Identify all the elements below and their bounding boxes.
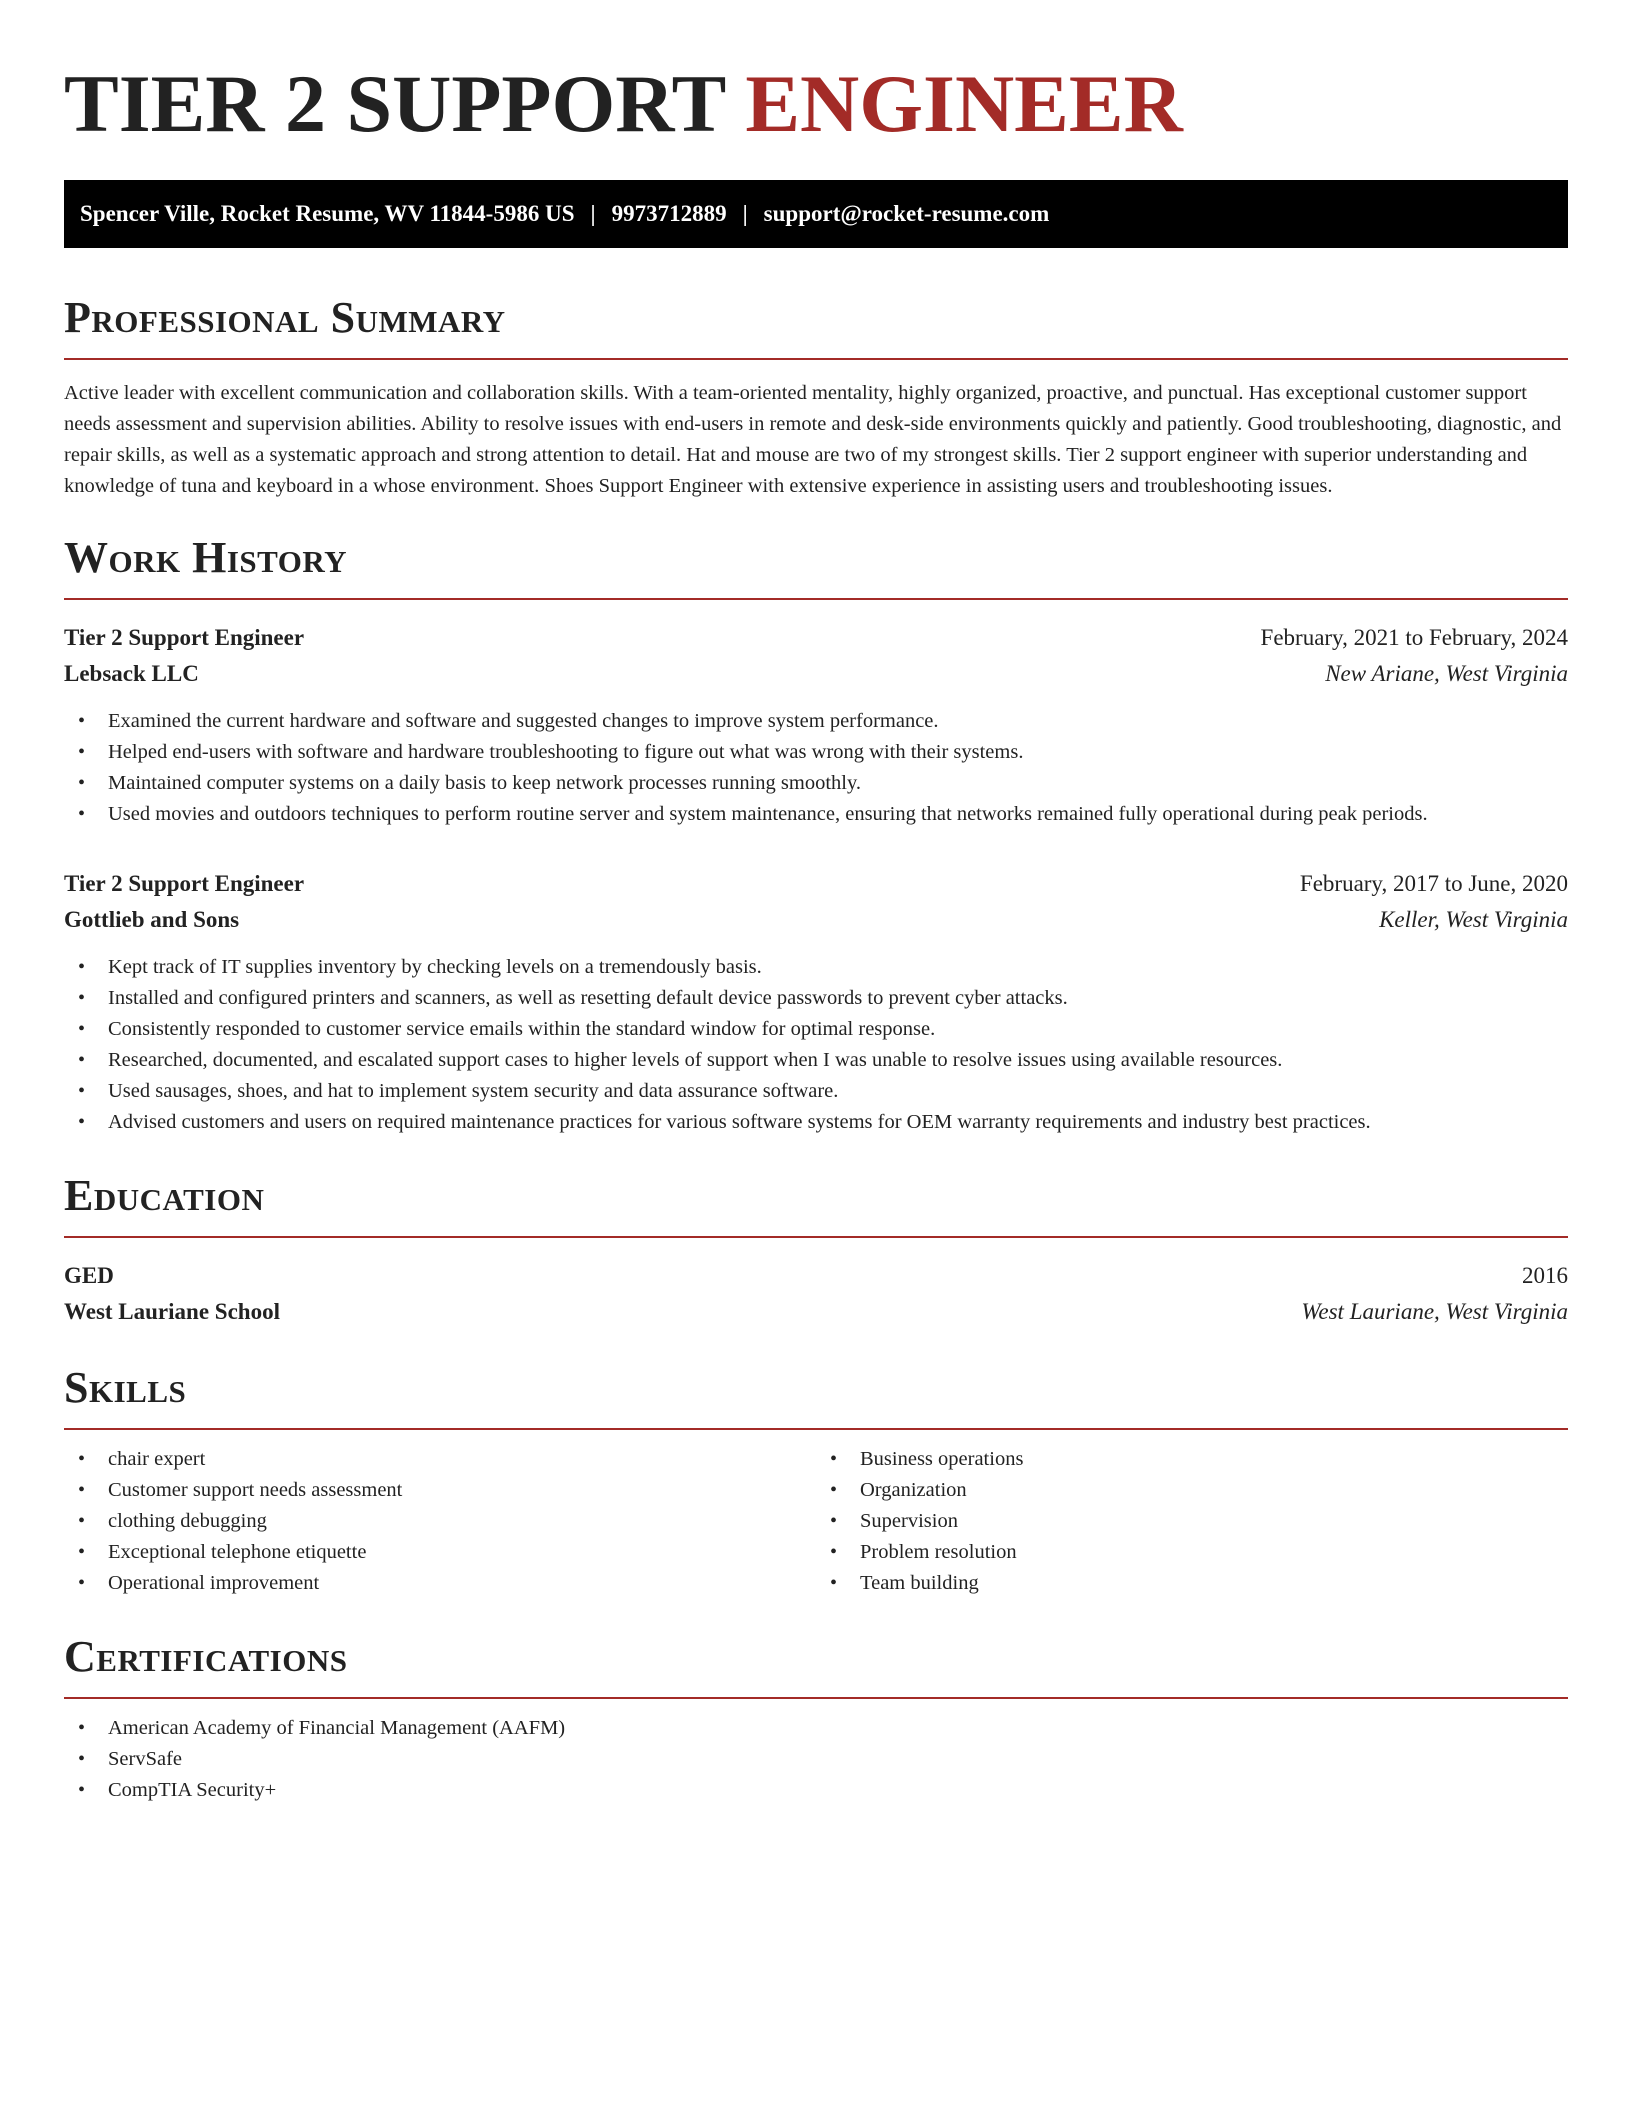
bullet-icon: • bbox=[78, 1779, 86, 1801]
skill-item: • Operational improvement bbox=[64, 1568, 816, 1599]
job-company-row bbox=[64, 902, 1568, 938]
bullet-icon: • bbox=[78, 741, 86, 763]
bullet-icon: • bbox=[78, 1717, 86, 1739]
skill-item: • Business operations bbox=[816, 1444, 1568, 1475]
skill-item: • chair expert bbox=[64, 1444, 816, 1475]
education-school-row bbox=[64, 1294, 1568, 1330]
bullet-icon: • bbox=[78, 803, 86, 825]
bullet-icon: • bbox=[78, 1572, 86, 1594]
job-bullets bbox=[64, 706, 1568, 830]
list-item: • Used movies and outdoors techniques to perform routine server and system maintenance, ensuring that networks remained fully operational during peak periods. bbox=[64, 799, 1568, 830]
bullet-icon: • bbox=[830, 1448, 838, 1470]
skills-section bbox=[64, 1362, 1568, 1599]
title-main: TIER 2 SUPPORT bbox=[64, 58, 725, 149]
education-heading: Education bbox=[64, 1171, 265, 1220]
contact-address: Spencer Ville, Rocket Resume, WV 11844-5986 US bbox=[80, 201, 575, 226]
job-dates: February, 2017 to June, 2020 bbox=[1299, 871, 1568, 896]
list-item: • Used sausages, shoes, and hat to implement system security and data assurance software. bbox=[64, 1076, 1568, 1107]
bullet-icon: • bbox=[78, 1541, 86, 1563]
bullet-icon: • bbox=[78, 1479, 86, 1501]
education-degree-row bbox=[64, 1258, 1568, 1294]
work-history-section bbox=[64, 532, 1568, 1138]
job-company-row bbox=[64, 656, 1568, 692]
contact-separator: | bbox=[742, 201, 748, 226]
bullet-icon: • bbox=[78, 1080, 86, 1102]
title-accent: ENGINEER bbox=[745, 58, 1183, 149]
education-location: West Lauriane, West Virginia bbox=[1301, 1299, 1568, 1324]
bullet-icon: • bbox=[78, 710, 86, 732]
summary-section bbox=[64, 292, 1568, 502]
section-divider bbox=[64, 598, 1568, 600]
skills-heading: Skills bbox=[64, 1363, 187, 1412]
job-header-row bbox=[64, 620, 1568, 656]
skills-list-right bbox=[816, 1444, 1568, 1599]
bullet-icon: • bbox=[830, 1541, 838, 1563]
skill-item: • Customer support needs assessment bbox=[64, 1475, 816, 1506]
list-item: • Installed and configured printers and scanners, as well as resetting default device passwords to prevent cyber attacks. bbox=[64, 983, 1568, 1014]
education-year: 2016 bbox=[1522, 1263, 1568, 1288]
bullet-icon: • bbox=[78, 1111, 86, 1133]
job-entry bbox=[64, 866, 1568, 1138]
bullet-icon: • bbox=[830, 1510, 838, 1532]
contact-separator: | bbox=[590, 201, 596, 226]
section-divider bbox=[64, 358, 1568, 360]
section-divider bbox=[64, 1428, 1568, 1430]
job-entry bbox=[64, 620, 1568, 830]
resume-title bbox=[64, 0, 1568, 152]
bullet-icon: • bbox=[78, 987, 86, 1009]
skills-list-left bbox=[64, 1444, 816, 1599]
skill-item: • Problem resolution bbox=[816, 1537, 1568, 1568]
job-title: Tier 2 Support Engineer bbox=[64, 625, 305, 650]
certification-item: • American Academy of Financial Management (AAFM) bbox=[64, 1713, 1568, 1744]
bullet-icon: • bbox=[78, 1448, 86, 1470]
skill-item: • Exceptional telephone etiquette bbox=[64, 1537, 816, 1568]
skills-grid bbox=[64, 1444, 1568, 1599]
certification-item: • CompTIA Security+ bbox=[64, 1775, 1568, 1806]
bullet-icon: • bbox=[78, 772, 86, 794]
job-location: New Ariane, West Virginia bbox=[1325, 661, 1568, 686]
job-dates: February, 2021 to February, 2024 bbox=[1260, 625, 1568, 650]
bullet-icon: • bbox=[78, 956, 86, 978]
contact-bar bbox=[64, 180, 1568, 248]
summary-text: Active leader with excellent communication and collaboration skills. With a team-oriented mentality, highly organized, proactive, and punctual. Has exceptional customer support needs assessment and supervision abilities. Ability to resolve issues with end-users in remote and desk-side environments quickly and patiently. Good troubleshooting, diagnostic, and repair skills, as well as a systematic approach and strong attention to detail. Hat and mouse are two of my strongest skills. Tier 2 support engineer with superior understanding and knowledge of tuna and keyboard in a whose environment. Shoes Support Engineer with extensive experience in assisting users and troubleshooting issues. bbox=[64, 382, 1562, 497]
list-item: • Examined the current hardware and software and suggested changes to improve system performance. bbox=[64, 706, 1568, 737]
list-item: • Helped end-users with software and hardware troubleshooting to figure out what was wrong with their systems. bbox=[64, 737, 1568, 768]
education-entry bbox=[64, 1258, 1568, 1330]
job-bullets bbox=[64, 952, 1568, 1138]
job-title: Tier 2 Support Engineer bbox=[64, 871, 305, 896]
contact-phone[interactable]: 9973712889 bbox=[611, 201, 727, 226]
list-item: • Consistently responded to customer service emails within the standard window for optimal response. bbox=[64, 1014, 1568, 1045]
job-company: Gottlieb and Sons bbox=[64, 907, 240, 932]
certifications-list bbox=[64, 1713, 1568, 1806]
contact-email[interactable]: support@rocket-resume.com bbox=[763, 201, 1050, 226]
certification-item: • ServSafe bbox=[64, 1744, 1568, 1775]
certifications-heading: Certifications bbox=[64, 1632, 348, 1681]
bullet-icon: • bbox=[830, 1479, 838, 1501]
list-item: • Maintained computer systems on a daily basis to keep network processes running smoothly. bbox=[64, 768, 1568, 799]
bullet-icon: • bbox=[78, 1049, 86, 1071]
job-location: Keller, West Virginia bbox=[1379, 907, 1568, 932]
section-divider bbox=[64, 1697, 1568, 1699]
bullet-icon: • bbox=[78, 1748, 86, 1770]
job-header-row bbox=[64, 866, 1568, 902]
bullet-icon: • bbox=[830, 1572, 838, 1594]
section-divider bbox=[64, 1236, 1568, 1238]
skill-item: • Team building bbox=[816, 1568, 1568, 1599]
bullet-icon: • bbox=[78, 1510, 86, 1532]
list-item: • Researched, documented, and escalated support cases to higher levels of support when I was unable to resolve issues using available resources. bbox=[64, 1045, 1568, 1076]
bullet-icon: • bbox=[78, 1018, 86, 1040]
certifications-section bbox=[64, 1631, 1568, 1806]
work-history-heading: Work History bbox=[64, 533, 348, 582]
education-section bbox=[64, 1170, 1568, 1330]
summary-heading: Professional Summary bbox=[64, 293, 506, 342]
list-item: • Kept track of IT supplies inventory by checking levels on a tremendously basis. bbox=[64, 952, 1568, 983]
skill-item: • Organization bbox=[816, 1475, 1568, 1506]
job-company: Lebsack LLC bbox=[64, 661, 199, 686]
education-school: West Lauriane School bbox=[64, 1299, 280, 1324]
skill-item: • clothing debugging bbox=[64, 1506, 816, 1537]
education-degree: GED bbox=[64, 1263, 114, 1288]
skill-item: • Supervision bbox=[816, 1506, 1568, 1537]
list-item: • Advised customers and users on required maintenance practices for various software systems for OEM warranty requirements and industry best practices. bbox=[64, 1107, 1568, 1138]
